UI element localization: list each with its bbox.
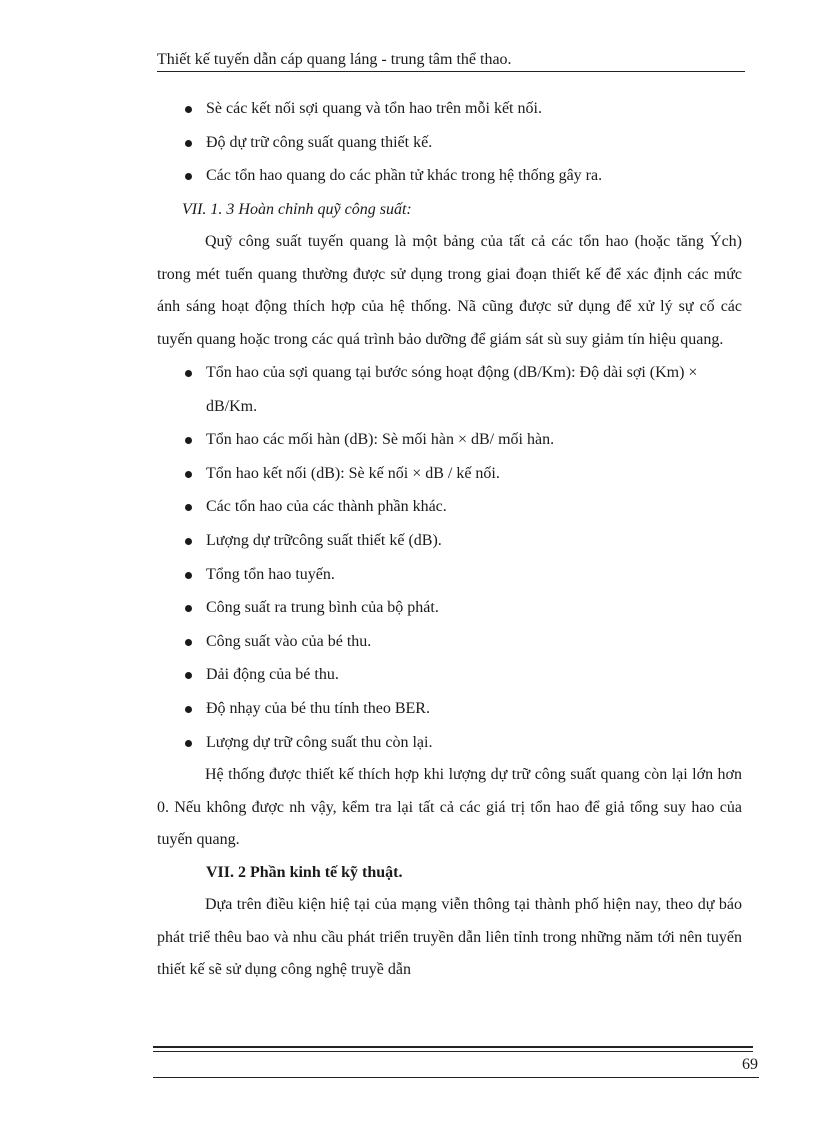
list-item: Dải động của bé thu. [157, 658, 742, 692]
bullet-icon [185, 437, 192, 444]
header-rule [157, 71, 745, 72]
paragraph-economic: Dựa trên điều kiện hiệ tại của mạng viễn thông tại thành phố hiện nay, theo dự báo phát triể thêu bao và nhu cầu phát triển truyền dẫn liên tỉnh trong những năm tới nên tuyến thiết kế sẽ sử dụng công nghệ truyề dẫn [157, 896, 742, 979]
bullet-icon [185, 504, 192, 511]
page-body [157, 92, 742, 987]
bullet-icon [185, 471, 192, 478]
list-item: Tổn hao các mối hàn (dB): Sè mối hàn × dB/ mối hàn. [157, 423, 742, 457]
bullet-icon [185, 370, 192, 377]
bullet-icon [185, 173, 192, 180]
footer-rule-top [153, 1046, 753, 1048]
list-item: Tổng tổn hao tuyến. [157, 558, 742, 592]
paragraph-conclusion: Hệ thống được thiết kế thích hợp khi lượng dự trữ công suất quang còn lại lớn hơn 0. Nếu không được nh vậy, kểm tra lại tất cả các giá trị tổn hao để giả tổng suy hao của tuyến quang. [157, 766, 742, 848]
list-item: Tổn hao của sợi quang tại bước sóng hoạt động (dB/Km): Độ dài sợi (Km) × dB/Km. [157, 356, 742, 423]
bullet-icon [185, 706, 192, 713]
list-item: Các tổn hao quang do các phần tử khác trong hệ thống gây ra. [157, 159, 742, 193]
bullet-icon [185, 538, 192, 545]
footer-rule-bottom [153, 1077, 759, 1078]
list-item: Tổn hao kết nối (dB): Sè kế nối × dB / kế nối. [157, 457, 742, 491]
bullet-icon [185, 572, 192, 579]
list-item: Công suất vào của bé thu. [157, 625, 742, 659]
bullet-icon [185, 605, 192, 612]
bullet-icon [185, 639, 192, 646]
list-item: Sè các kết nối sợi quang và tổn hao trên mỗi kết nối. [157, 92, 742, 126]
bullet-list-top [157, 92, 742, 193]
list-item: Lượng dự trữcông suất thiết kế (dB). [157, 524, 742, 558]
bullet-icon [185, 140, 192, 147]
bullet-list-budget [157, 356, 742, 759]
running-header: Thiết kế tuyến dẫn cáp quang láng - trung tâm thể thao. [157, 51, 512, 68]
footer-rule-middle [153, 1051, 753, 1052]
bullet-icon [185, 740, 192, 747]
section-heading: VII. 2 Phần kinh tế kỹ thuật. [206, 864, 403, 882]
list-item: Độ nhạy của bé thu tính theo BER. [157, 692, 742, 726]
list-item: Công suất ra trung bình của bộ phát. [157, 591, 742, 625]
list-item: Lượng dự trữ công suất thu còn lại. [157, 726, 742, 760]
page-number: 69 [742, 1056, 758, 1073]
bullet-icon [185, 672, 192, 679]
bullet-icon [185, 106, 192, 113]
list-item: Các tổn hao của các thành phần khác. [157, 490, 742, 524]
list-item: Độ dự trữ công suất quang thiết kế. [157, 126, 742, 160]
paragraph-budget: Quỹ công suất tuyến quang là một bảng của tất cả các tổn hao (hoặc tăng Ých) trong mét tuến quang thường được sử dụng trong giai đoạn thiết kế để xác định các mức ánh sáng hoạt động thích hợp của hệ thống. Nã cũng được sử dụng để xử lý sự cố các tuyến quang hoặc trong các quá trình bảo dưỡng để giám sát sù suy giảm tín hiệu quang. [157, 233, 742, 348]
subsection-heading: VII. 1. 3 Hoàn chỉnh quỹ công suất: [182, 200, 412, 218]
